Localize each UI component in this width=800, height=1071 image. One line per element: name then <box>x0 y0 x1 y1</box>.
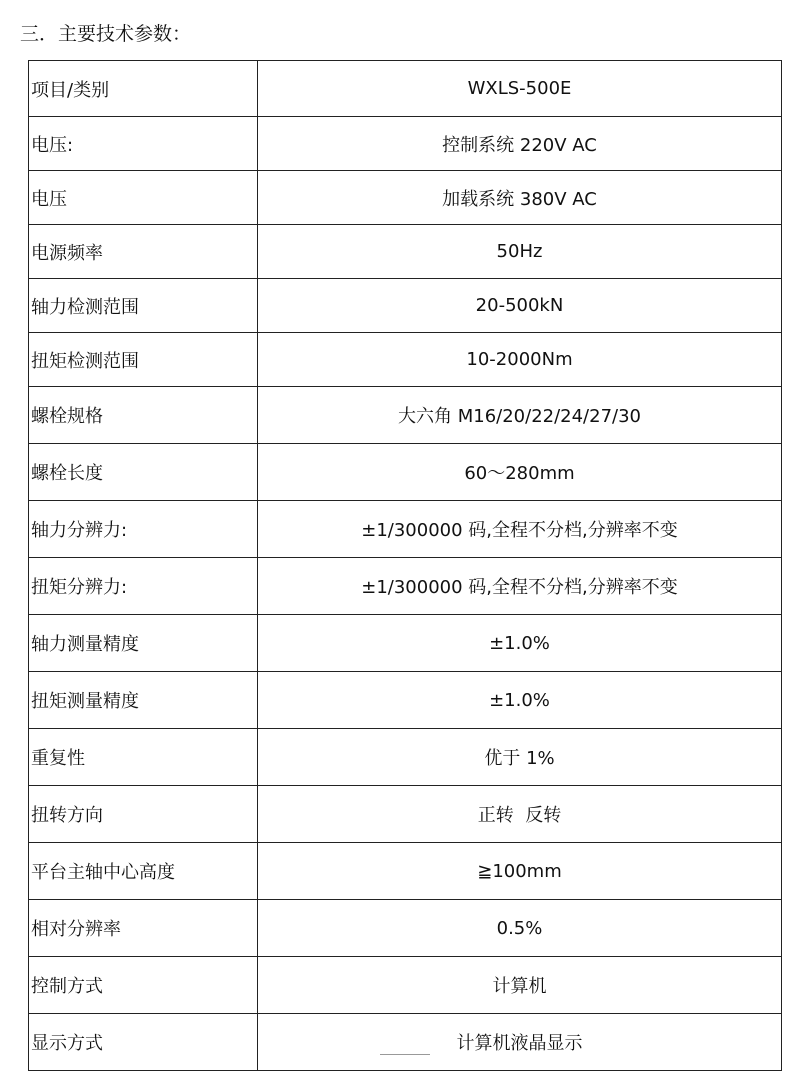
row-value: WXLS-500E <box>258 61 782 117</box>
row-label: 扭矩检测范围 <box>29 333 258 387</box>
page-edge-divider <box>380 1054 430 1058</box>
row-label: 轴力测量精度 <box>29 615 258 672</box>
table-row <box>29 444 782 501</box>
row-label: 扭矩分辨力: <box>29 558 258 615</box>
row-label: 轴力分辨力: <box>29 501 258 558</box>
table-row <box>29 61 782 117</box>
row-label: 项目/类别 <box>29 61 258 117</box>
row-label: 扭矩测量精度 <box>29 672 258 729</box>
table-row <box>29 117 782 171</box>
table-row <box>29 672 782 729</box>
row-label: 重复性 <box>29 729 258 786</box>
table-row <box>29 900 782 957</box>
row-label: 电压 <box>29 171 258 225</box>
row-value: 优于 1% <box>258 729 782 786</box>
row-label: 轴力检测范围 <box>29 279 258 333</box>
spec-table <box>28 60 782 1071</box>
row-value: ±1.0% <box>258 672 782 729</box>
row-label: 相对分辨率 <box>29 900 258 957</box>
row-label: 电源频率 <box>29 225 258 279</box>
row-value: 控制系统 220V AC <box>258 117 782 171</box>
table-row <box>29 558 782 615</box>
row-value: ≧100mm <box>258 843 782 900</box>
row-value: 加载系统 380V AC <box>258 171 782 225</box>
section-heading: 三．主要技术参数： <box>20 23 192 45</box>
row-value: ±1/300000 码,全程不分档,分辨率不变 <box>258 558 782 615</box>
row-label: 控制方式 <box>29 957 258 1014</box>
table-row <box>29 225 782 279</box>
table-row <box>29 729 782 786</box>
row-label: 平台主轴中心高度 <box>29 843 258 900</box>
table-row <box>29 171 782 225</box>
table-row <box>29 501 782 558</box>
table-row <box>29 387 782 444</box>
table-row <box>29 279 782 333</box>
table-row <box>29 957 782 1014</box>
row-label: 显示方式 <box>29 1014 258 1071</box>
row-value: 20-500kN <box>258 279 782 333</box>
row-value: 50Hz <box>258 225 782 279</box>
row-value: 大六角 M16/20/22/24/27/30 <box>258 387 782 444</box>
row-value: 10-2000Nm <box>258 333 782 387</box>
row-label: 螺栓规格 <box>29 387 258 444</box>
row-value: 正转 反转 <box>258 786 782 843</box>
row-label: 螺栓长度 <box>29 444 258 501</box>
row-value: ±1.0% <box>258 615 782 672</box>
table-row <box>29 1014 782 1071</box>
table-row <box>29 843 782 900</box>
row-value: 计算机液晶显示 <box>258 1014 782 1071</box>
row-value: ±1/300000 码,全程不分档,分辨率不变 <box>258 501 782 558</box>
row-value: 60～280mm <box>258 444 782 501</box>
table-row <box>29 786 782 843</box>
table-row <box>29 333 782 387</box>
row-value: 计算机 <box>258 957 782 1014</box>
row-label: 扭转方向 <box>29 786 258 843</box>
row-label: 电压: <box>29 117 258 171</box>
row-value: 0.5% <box>258 900 782 957</box>
table-row <box>29 615 782 672</box>
